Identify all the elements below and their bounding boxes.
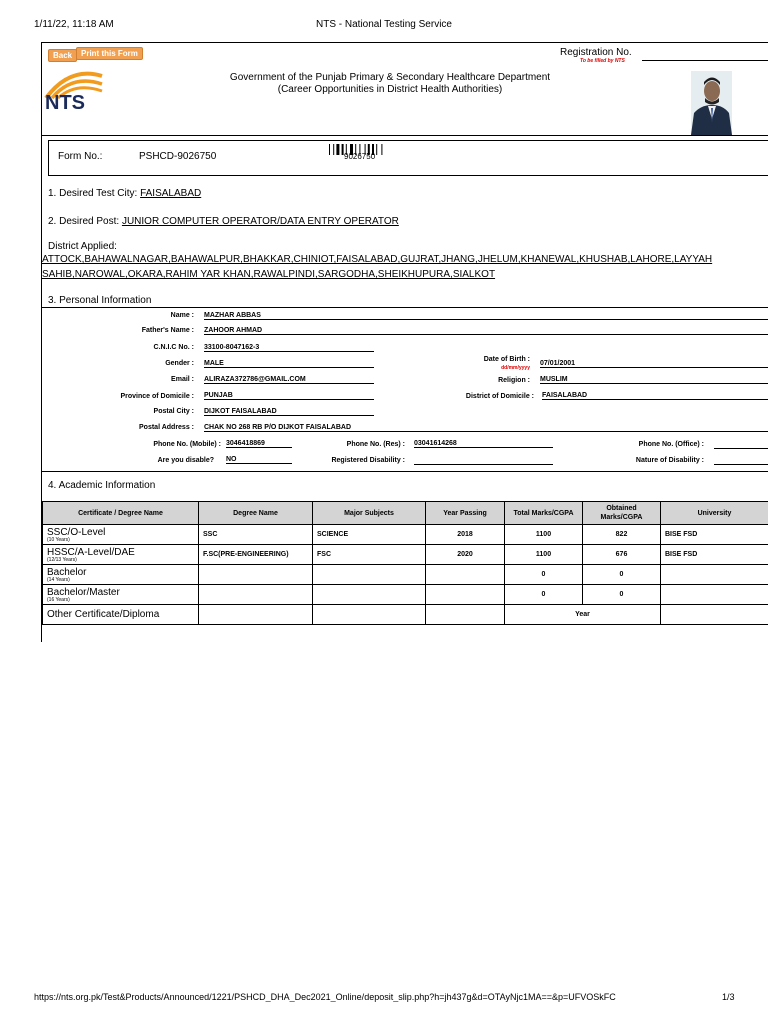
academic-info-title: 4. Academic Information xyxy=(48,480,156,491)
total-cell: 1100 xyxy=(505,545,583,565)
other-degree-cell xyxy=(199,605,313,625)
year-cell: 2020 xyxy=(426,545,505,565)
academic-header-cell: University xyxy=(661,502,768,525)
personal-info-title: 3. Personal Information xyxy=(48,295,152,306)
cert-years: (12/13 Years) xyxy=(47,556,77,563)
header-line2: (Career Opportunities in District Health Authorities) xyxy=(277,84,503,95)
cnic-label: C.N.I.C No. : xyxy=(153,344,194,351)
academic-header-cell: Certificate / Degree Name xyxy=(43,502,199,525)
postal-city-label: Postal City : xyxy=(153,408,194,415)
academic-header-cell: Obtained Marks/CGPA xyxy=(583,502,661,525)
cert-years: (16 Years) xyxy=(47,596,70,603)
father-name-value: ZAHOOR AHMAD xyxy=(204,327,768,335)
degree-cell: F.SC(PRE-ENGINEERING) xyxy=(199,545,313,565)
other-year-label: Year xyxy=(505,605,661,625)
print-url: https://nts.org.pk/Test&Products/Announced/1221/PSHCD_DHA_Dec2021_Online/deposit_slip.php?h=jh437g&d=OTAyNjc1MA==&p=UFVOSkFC xyxy=(34,992,616,1002)
email-value: ALIRAZA372786@GMAIL.COM xyxy=(204,376,374,384)
other-subjects-cell xyxy=(313,605,426,625)
obtained-cell: 0 xyxy=(583,565,661,585)
university-cell: BISE FSD xyxy=(661,545,768,565)
test-city-value: FAISALABAD xyxy=(140,188,202,199)
name-value: MAZHAR ABBAS xyxy=(204,312,768,320)
father-name-label: Father's Name : xyxy=(141,327,194,334)
religion-value: MUSLIM xyxy=(540,376,768,384)
phone-office-label: Phone No. (Office) : xyxy=(638,441,704,448)
other-university-cell xyxy=(661,605,768,625)
province-domicile-label: Province of Domicile : xyxy=(120,393,194,400)
academic-table xyxy=(42,501,768,625)
desired-post-line xyxy=(48,216,399,227)
total-cell: 1100 xyxy=(505,525,583,545)
test-city-label: 1. Desired Test City: xyxy=(48,188,138,199)
district-applied-label: District Applied: xyxy=(48,241,117,252)
disable-label: Are you disable? xyxy=(157,457,214,464)
year-cell xyxy=(426,585,505,605)
table-row xyxy=(43,605,768,625)
desired-post-value: JUNIOR COMPUTER OPERATOR/DATA ENTRY OPERATOR xyxy=(121,216,399,227)
registered-disability-line xyxy=(414,464,553,465)
table-row xyxy=(43,585,768,605)
table-row xyxy=(43,565,768,585)
subjects-cell: SCIENCE xyxy=(313,525,426,545)
cert-name: Bachelor xyxy=(47,566,87,578)
print-datetime: 1/11/22, 11:18 AM xyxy=(34,19,114,30)
subjects-cell xyxy=(313,585,426,605)
dob-label: Date of Birth : xyxy=(483,356,530,363)
print-page-title: NTS - National Testing Service xyxy=(316,19,452,30)
name-label: Name : xyxy=(170,312,194,319)
personal-info-divider xyxy=(42,307,768,308)
cert-cell xyxy=(43,525,199,545)
applicant-photo xyxy=(691,71,732,135)
phone-mobile-label: Phone No. (Mobile) : xyxy=(153,441,221,448)
degree-cell xyxy=(199,585,313,605)
cert-cell xyxy=(43,545,199,565)
email-label: Email : xyxy=(171,376,194,383)
district-applied-line2: SAHIB,NAROWAL,OKARA,RAHIM YAR KHAN,RAWALPINDI,SARGODHA,SHEIKHUPURA,SIALKOT xyxy=(42,269,496,280)
religion-label: Religion : xyxy=(498,377,530,384)
header-line1: Government of the Punjab Primary & Secondary Healthcare Department xyxy=(229,72,551,83)
header-divider xyxy=(41,135,768,136)
form-number-label: Form No.: xyxy=(58,151,103,162)
degree-cell xyxy=(199,565,313,585)
district-domicile-label: District of Domicile : xyxy=(465,393,534,400)
total-cell: 0 xyxy=(505,585,583,605)
obtained-cell: 0 xyxy=(583,585,661,605)
university-cell: BISE FSD xyxy=(661,525,768,545)
postal-address-value: CHAK NO 268 RB P/O DIJKOT FAISALABAD xyxy=(204,424,768,432)
cert-cell xyxy=(43,585,199,605)
subjects-cell xyxy=(313,565,426,585)
cert-name: Bachelor/Master xyxy=(47,586,120,598)
subjects-cell: FSC xyxy=(313,545,426,565)
postal-city-value: DIJKOT FAISALABAD xyxy=(204,408,374,416)
registration-label: Registration No. xyxy=(560,47,632,58)
cert-cell xyxy=(43,565,199,585)
other-blank-cell xyxy=(426,605,505,625)
registration-line xyxy=(642,60,768,61)
other-cert-label: Other Certificate/Diploma xyxy=(43,605,199,625)
academic-header-cell: Major Subjects xyxy=(313,502,426,525)
phone-office-line xyxy=(714,448,768,449)
cert-years: (10 Years) xyxy=(47,536,70,543)
degree-cell: SSC xyxy=(199,525,313,545)
print-page-number: 1/3 xyxy=(722,992,735,1002)
table-row xyxy=(43,525,768,545)
registered-disability-label: Registered Disability : xyxy=(331,457,405,464)
applicant-photo-icon xyxy=(691,71,732,135)
personal-info-bottom xyxy=(42,471,768,472)
disable-value: NO xyxy=(226,456,292,464)
phone-mobile-value: 3046418869 xyxy=(226,440,292,448)
obtained-cell: 676 xyxy=(583,545,661,565)
total-cell: 0 xyxy=(505,565,583,585)
phone-res-label: Phone No. (Res) : xyxy=(346,441,405,448)
academic-header-cell: Degree Name xyxy=(199,502,313,525)
table-row xyxy=(43,545,768,565)
test-city-line xyxy=(48,188,201,199)
dob-format-hint: dd/mm/yyyy xyxy=(501,365,530,371)
print-form-button[interactable]: Print this Form xyxy=(76,47,143,60)
academic-header-cell: Total Marks/CGPA xyxy=(505,502,583,525)
form-box-left xyxy=(48,140,49,175)
academic-header-row xyxy=(43,502,768,525)
year-cell: 2018 xyxy=(426,525,505,545)
province-domicile-value: PUNJAB xyxy=(204,392,374,400)
district-domicile-value: FAISALABAD xyxy=(542,392,768,400)
gender-label: Gender : xyxy=(165,360,194,367)
university-cell xyxy=(661,585,768,605)
cert-years: (14 Years) xyxy=(47,576,70,583)
dob-value: 07/01/2001 xyxy=(540,360,768,368)
cnic-value: 33100-8047162-3 xyxy=(204,344,374,352)
form-box-bottom xyxy=(48,175,768,176)
nts-logo-text: NTS xyxy=(45,92,85,114)
barcode-text: 9026750 xyxy=(344,152,376,161)
cert-name: SSC/O-Level xyxy=(47,526,106,538)
back-button[interactable]: Back xyxy=(48,49,77,62)
year-cell xyxy=(426,565,505,585)
postal-address-label: Postal Address : xyxy=(139,424,194,431)
obtained-cell: 822 xyxy=(583,525,661,545)
gender-value: MALE xyxy=(204,360,374,368)
district-applied-line1: ATTOCK,BAHAWALNAGAR,BAHAWALPUR,BHAKKAR,CHINIOT,FAISALABAD,GUJRAT,JHANG,JHELUM,KHANEWAL,KHUSHAB,LAHORE,LAYYAH xyxy=(42,254,713,265)
academic-header-cell: Year Passing xyxy=(426,502,505,525)
nature-disability-line xyxy=(714,464,768,465)
nature-disability-label: Nature of Disability : xyxy=(635,457,704,464)
registration-note: To be filled by NTS xyxy=(580,58,625,64)
cert-name: HSSC/A-Level/DAE xyxy=(47,546,135,558)
university-cell xyxy=(661,565,768,585)
form-box-top xyxy=(48,140,768,141)
phone-res-value: 03041614268 xyxy=(414,440,553,448)
form-number-value: PSHCD-9026750 xyxy=(139,151,217,162)
desired-post-label: 2. Desired Post: xyxy=(48,216,120,227)
